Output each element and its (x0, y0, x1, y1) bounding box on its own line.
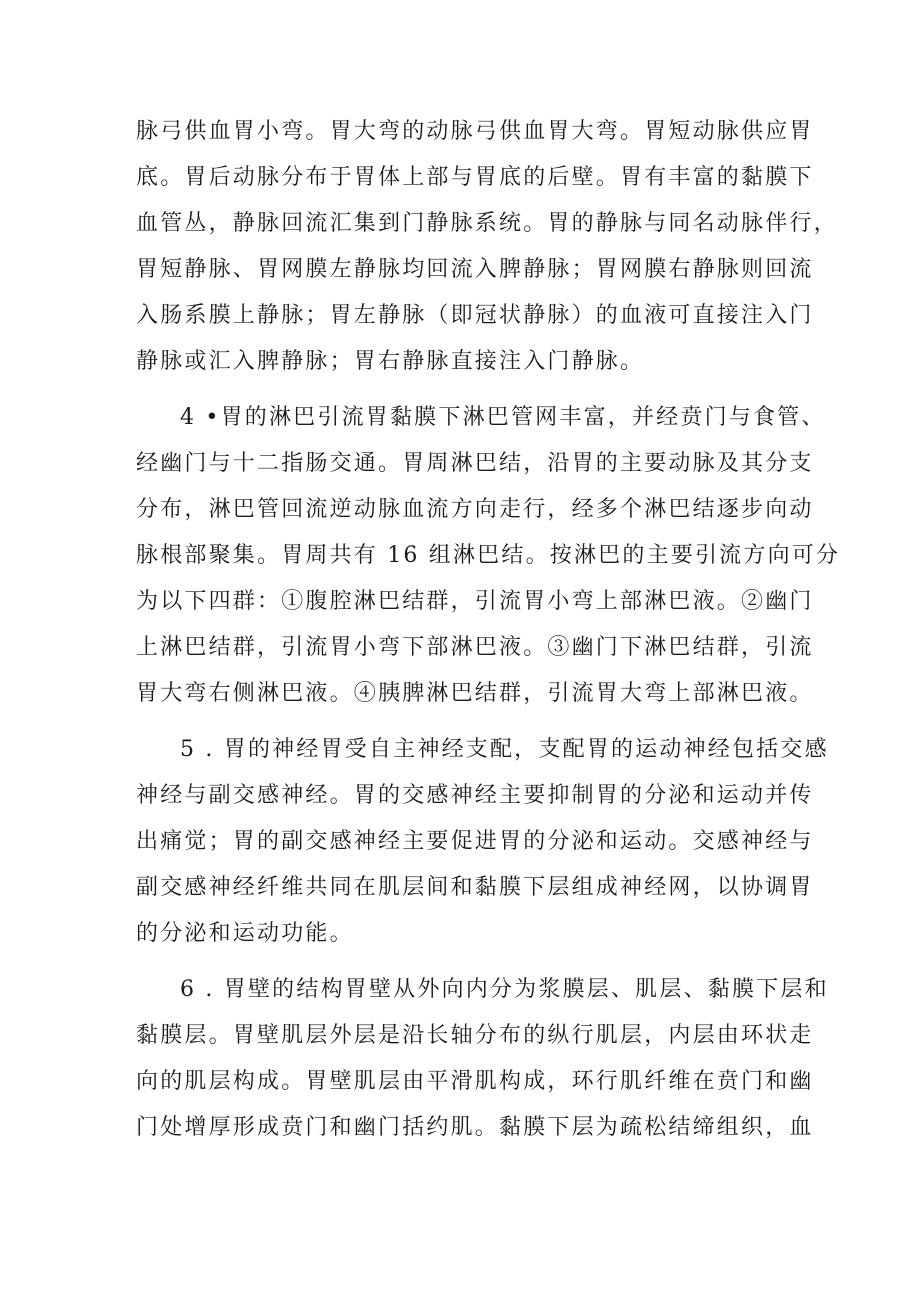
text-line: 6 . 胃壁的结构胃壁从外向内分为浆膜层、肌层、黏膜下层和 (180, 977, 829, 1002)
paragraph-nerve (136, 727, 829, 957)
text-line: 副交感神经纤维共同在肌层间和黏膜下层组成神经网，以协调胃 (136, 875, 814, 900)
text-line: 门处增厚形成贲门和幽门括约肌。黏膜下层为疏松结缔组织，血 (136, 1115, 814, 1140)
text-line: 胃短静脉、胃网膜左静脉均回流入脾静脉；胃网膜右静脉则回流 (136, 257, 814, 282)
document-body (136, 109, 841, 1151)
paragraph-lymph (136, 395, 841, 717)
text-line: 出痛觉；胃的副交感神经主要促进胃的分泌和运动。交感神经与 (136, 829, 814, 854)
text-line: 神经与副交感神经。胃的交感神经主要抑制胃的分泌和运动并传 (136, 783, 814, 808)
text-line: 入肠系膜上静脉；胃左静脉（即冠状静脉）的血液可直接注入门 (136, 303, 814, 328)
text-line: 5 . 胃的神经胃受自主神经支配，支配胃的运动神经包括交感 (180, 737, 829, 762)
text-line: 的分泌和运动功能。 (136, 921, 354, 946)
text-line: 血管丛，静脉回流汇集到门静脉系统。胃的静脉与同名动脉伴行， (136, 211, 838, 236)
text-line: 脉根部聚集。胃周共有 16 组淋巴结。按淋巴的主要引流方向可分 (136, 543, 841, 568)
text-line: 底。胃后动脉分布于胃体上部与胃底的后壁。胃有丰富的黏膜下 (136, 165, 814, 190)
text-line: 向的肌层构成。胃壁肌层由平滑肌构成，环行肌纤维在贲门和幽 (136, 1069, 814, 1094)
text-line: 上淋巴结群，引流胃小弯下部淋巴液。③幽门下淋巴结群，引流 (136, 635, 814, 660)
text-line: 4 •胃的淋巴引流胃黏膜下淋巴管网丰富，并经贲门与食管、 (180, 405, 826, 430)
text-line: 静脉或汇入脾静脉；胃右静脉直接注入门静脉。 (136, 349, 645, 374)
paragraph-blood-supply (136, 109, 838, 385)
text-line: 经幽门与十二指肠交通。胃周淋巴结，沿胃的主要动脉及其分支 (136, 451, 814, 476)
text-line: 分布，淋巴管回流逆动脉血流方向走行，经多个淋巴结逐步向动 (136, 497, 814, 522)
text-line: 胃大弯右侧淋巴液。④胰脾淋巴结群，引流胃大弯上部淋巴液。 (136, 681, 814, 706)
paragraph-gastric-wall (136, 967, 829, 1151)
text-line: 黏膜层。胃壁肌层外层是沿长轴分布的纵行肌层，内层由环状走 (136, 1023, 814, 1048)
text-line: 为以下四群：①腹腔淋巴结群，引流胃小弯上部淋巴液。②幽门 (136, 589, 814, 614)
text-line: 脉弓供血胃小弯。胃大弯的动脉弓供血胃大弯。胃短动脉供应胃 (136, 119, 814, 144)
